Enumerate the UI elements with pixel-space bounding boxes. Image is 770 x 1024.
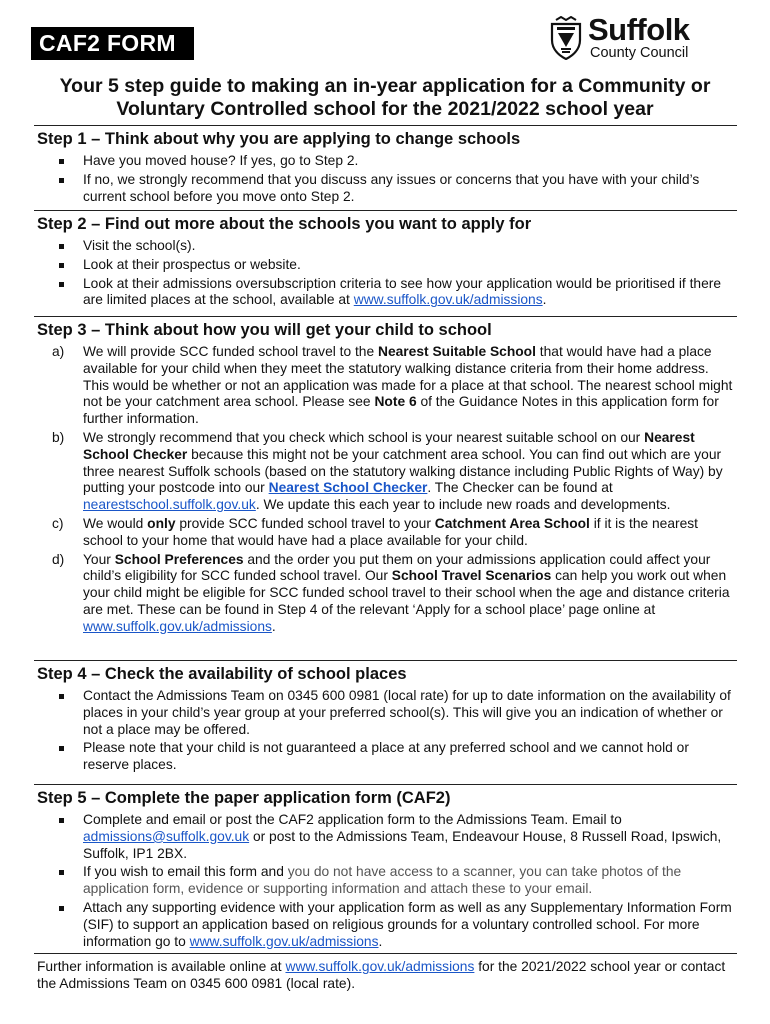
bullet-icon [59,870,64,875]
list-item: Complete and email or post the CAF2 application form to the Admissions Team. Email to admissions@suffolk.gov.uk or post to the Admissions Team, Endeavour House, 8 Russell Road, Ipswich, Suffolk, IP1 2BX. [37,812,737,862]
suffolk-logo [548,14,718,64]
admissions-email-link[interactable]: admissions@suffolk.gov.uk [83,828,250,844]
logo-name: Suffolk [588,12,690,47]
step4-list [37,688,737,774]
bullet-icon [59,282,64,287]
bullet-icon [59,906,64,911]
list-item: If you wish to email this form and you do not have access to a scanner, you can take photos of the application form, evidence or supporting information and attach these to your email. [37,864,737,898]
bullet-icon [59,694,64,699]
list-item: Please note that your child is not guaranteed a place at any preferred school and we cannot hold or reserve places. [37,740,737,774]
step2-heading: Step 2 – Find out more about the schools you want to apply for [37,215,532,233]
divider-rule [34,953,737,954]
bullet-icon [59,263,64,268]
list-item: a) We will provide SCC funded school travel to the Nearest Suitable School that would have had a place available for your child when they meet the statutory walking distance criteria from their home address. This would be whether or not an application was made for a place at that school. The nearest school might not be your catchment area school. Please see Note 6 of the Guidance Notes in this application form for further information. [52,344,733,427]
bullet-icon [59,244,64,249]
divider-rule [34,784,737,785]
step2-list [37,238,737,309]
list-item: Look at their prospectus or website. [37,257,737,274]
bullet-icon [59,178,64,183]
step5-list [37,812,737,950]
step1-list [37,153,737,205]
list-item: Look at their admissions oversubscription criteria to see how your application would be prioritised if there are limited places at the school, available at www.suffolk.gov.uk/admissions. [37,276,737,310]
admissions-link[interactable]: www.suffolk.gov.uk/admissions [285,959,475,974]
suffolk-crest-icon [548,16,584,60]
title-line-1: Your 5 step guide to making an in-year application for a Community or [59,75,711,97]
list-item: b) We strongly recommend that you check which school is your nearest suitable school on our Nearest School Checker because this might not be your catchment area school. You can find out which are your three nearest Suffolk schools (based on the statutory walking distance including Public Rights of Way) by putting your postcode into our Nearest School Checker. The Checker can be found at nearestschool.suffolk.gov.uk. We update this each year to include new roads and developments. [52,429,723,513]
admissions-link[interactable]: www.suffolk.gov.uk/admissions [353,292,543,308]
divider-rule [34,125,737,126]
form-label-badge: CAF2 FORM [31,27,194,60]
list-item: Have you moved house? If yes, go to Step 2. [37,153,737,170]
list-item: Visit the school(s). [37,238,737,255]
list-item: Attach any supporting evidence with your application form as well as any Supplementary Information Form (SIF) to support an application based on religious grounds for a voluntary controlled school. For more information go to www.suffolk.gov.uk/admissions. [37,900,737,950]
nearestschool-link[interactable]: nearestschool.suffolk.gov.uk [83,497,256,513]
title-line-2: Voluntary Controlled school for the 2021/2022 school year [116,98,654,120]
bullet-icon [59,159,64,164]
list-item: c) We would only provide SCC funded school travel to your Catchment Area School if it is the nearest school to your home that would have had a place available for your child. [52,515,699,548]
list-item: Contact the Admissions Team on 0345 600 0981 (local rate) for up to date information on the availability of places in your child’s year group at your preferred school(s). This will give you an indication of whether or not a place may be offered. [37,688,737,738]
step3-list [37,344,737,636]
bullet-icon [59,818,64,823]
step3-heading: Step 3 – Think about how you will get your child to school [37,321,492,339]
step1-heading: Step 1 – Think about why you are applying to change schools [37,130,521,148]
step4-heading: Step 4 – Check the availability of school places [37,665,407,683]
footer-note: Further information is available online at www.suffolk.gov.uk/admissions for the 2021/2022 school year or contact the Admissions Team on 0345 600 0981 (local rate). [37,959,726,991]
divider-rule [34,316,737,317]
admissions-link[interactable]: www.suffolk.gov.uk/admissions [189,933,379,949]
admissions-link[interactable]: www.suffolk.gov.uk/admissions [83,618,272,634]
divider-rule [34,660,737,661]
divider-rule [34,210,737,211]
bullet-icon [59,746,64,751]
step5-heading: Step 5 – Complete the paper application form (CAF2) [37,789,451,807]
list-item: If no, we strongly recommend that you discuss any issues or concerns that you have with your child’s current school before you move onto Step 2. [37,172,737,206]
page-title [20,75,750,121]
list-item: d) Your School Preferences and the order you put them on your admissions application could affect your child’s eligibility for SCC funded school travel. Our School Travel Scenarios can help you work out when your child might be eligible for SCC funded school travel to their school when the age and distance criteria are met. These can be found in Step 4 of the relevant ‘Apply for a school place’ page online at www.suffolk.gov.uk/admissions. [52,551,730,634]
logo-subtitle: County Council [590,45,689,61]
nearest-school-checker-link[interactable]: Nearest School Checker [268,480,428,496]
